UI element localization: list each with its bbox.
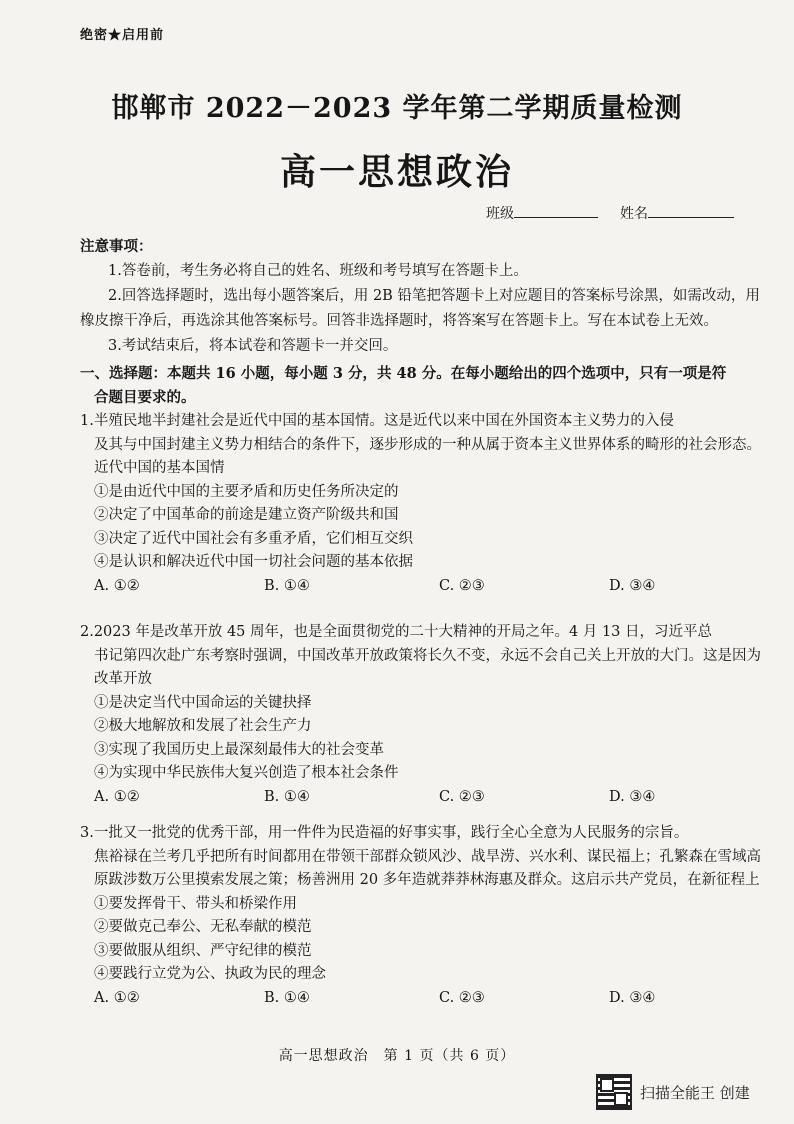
question-stem-rest: 书记第四次赴广东考察时强调，中国改革开放政策将长久不变，永远不会自己关上开放的大门。这是因为改革开放 — [94, 647, 761, 687]
secret-label: 绝密★启用前 — [80, 28, 165, 43]
statement-option: ②要做克己奉公、无私奉献的模范 — [94, 919, 312, 935]
statement-option: ③要做服从组织、严守纪律的模范 — [94, 942, 312, 959]
qr-code-icon — [596, 1074, 632, 1110]
choice-c: C. ②③ — [439, 788, 485, 805]
choice-c: C. ②③ — [439, 989, 485, 1006]
choice-d: D. ③④ — [609, 577, 656, 594]
statement-option: ①是决定当代中国命运的关键抉择 — [94, 694, 312, 711]
exam-title: 邯郸市 2022－2023 学年第二学期质量检测 — [111, 93, 683, 124]
choice-b: B. ①④ — [264, 788, 310, 805]
subject-title: 高一思想政治 — [279, 151, 514, 193]
statement-option: ②极大地解放和发展了社会生产力 — [94, 718, 312, 734]
class-blank — [514, 205, 598, 218]
instruction-item: 3.考试结束后，将本试卷和答题卡一并交回。 — [108, 338, 398, 354]
section-heading-line: 一、选择题：本题共 16 小题，每小题 3 分，共 48 分。在每小题给出的四个选项中，只有一项是符 — [80, 365, 727, 382]
section-heading — [80, 362, 764, 410]
choice-d: D. ③④ — [609, 989, 656, 1006]
question-stem-rest: 及其与中国封建主义势力相结合的条件下，逐步形成的一种从属于资本主义世界体系的畸形的社会形态。近代中国的基本国情 — [94, 436, 761, 476]
name-blank — [648, 205, 734, 218]
name-label: 姓名 — [620, 206, 648, 222]
answer-choices — [94, 987, 764, 1010]
statement-option: ③实现了我国历史上最深刻最伟大的社会变革 — [94, 741, 384, 758]
statement-option: ②决定了中国革命的前途是建立资产阶级共和国 — [94, 507, 399, 523]
statement-option: ③决定了近代中国社会有多重矛盾，它们相互交织 — [94, 530, 413, 547]
class-field — [486, 203, 598, 223]
question-stem: 2.2023 年是改革开放 45 周年，也是全面贯彻党的二十大精神的开局之年。4 月 13 日，习近平总 — [80, 624, 713, 640]
question-stem: 3.一批又一批党的优秀干部，用一件件为民造福的好事实事，践行全心全意为人民服务的宗旨。 — [80, 825, 689, 841]
statement-option: ④为实现中华民族伟大复兴创造了根本社会条件 — [94, 765, 399, 781]
page-footer: 高一思想政治 第 1 页（共 6 页） — [278, 1048, 516, 1064]
class-label: 班级 — [486, 206, 514, 222]
instruction-item: 1.答卷前，考生务必将自己的姓名、班级和考号填写在答题卡上。 — [108, 263, 528, 279]
statement-option: ④是认识和解决近代中国一切社会问题的基本依据 — [94, 554, 413, 570]
instructions — [80, 234, 760, 359]
section-heading-line: 合题目要求的。 — [94, 389, 196, 406]
choice-a: A. ①② — [94, 788, 140, 805]
question-3 — [80, 822, 764, 1010]
statement-option: ④要践行立党为公、执政为民的理念 — [94, 966, 326, 982]
question-stem-rest: 焦裕禄在兰考几乎把所有时间都用在带领干部群众锁风沙、战旱涝、兴水利、谋民福上；孔繁森在雪域高原跋涉数万公里摸索发展之策；杨善洲用 20 多年造就莽莽林海惠及群众。这启示共产党员，在新征程上 — [94, 848, 761, 888]
answer-choices — [94, 575, 764, 598]
choice-b: B. ①④ — [264, 577, 310, 594]
scanner-watermark: 扫描全能王 创建 — [640, 1084, 750, 1102]
choice-c: C. ②③ — [439, 577, 485, 594]
question-stem: 1.半殖民地半封建社会是近代中国的基本国情。这是近代以来中国在外国资本主义势力的入侵 — [80, 413, 674, 429]
choice-d: D. ③④ — [609, 788, 656, 805]
name-field — [620, 203, 734, 223]
instructions-heading: 注意事项： — [80, 238, 153, 255]
question-1 — [80, 410, 764, 598]
question-2 — [80, 621, 764, 809]
instruction-item: 2.回答选择题时，选出每小题答案后，用 2B 铅笔把答题卡上对应题目的答案标号涂黑，如需改动，用橡皮擦干净后，再选涂其他答案标号。回答非选择题时，将答案写在答题卡上。写在本试卷上无效。 — [80, 288, 760, 329]
statement-option: ①是由近代中国的主要矛盾和历史任务所决定的 — [94, 483, 399, 500]
statement-option: ①要发挥骨干、带头和桥梁作用 — [94, 895, 297, 912]
choice-a: A. ①② — [94, 577, 140, 594]
choice-a: A. ①② — [94, 989, 140, 1006]
answer-choices — [94, 786, 764, 809]
choice-b: B. ①④ — [264, 989, 310, 1006]
